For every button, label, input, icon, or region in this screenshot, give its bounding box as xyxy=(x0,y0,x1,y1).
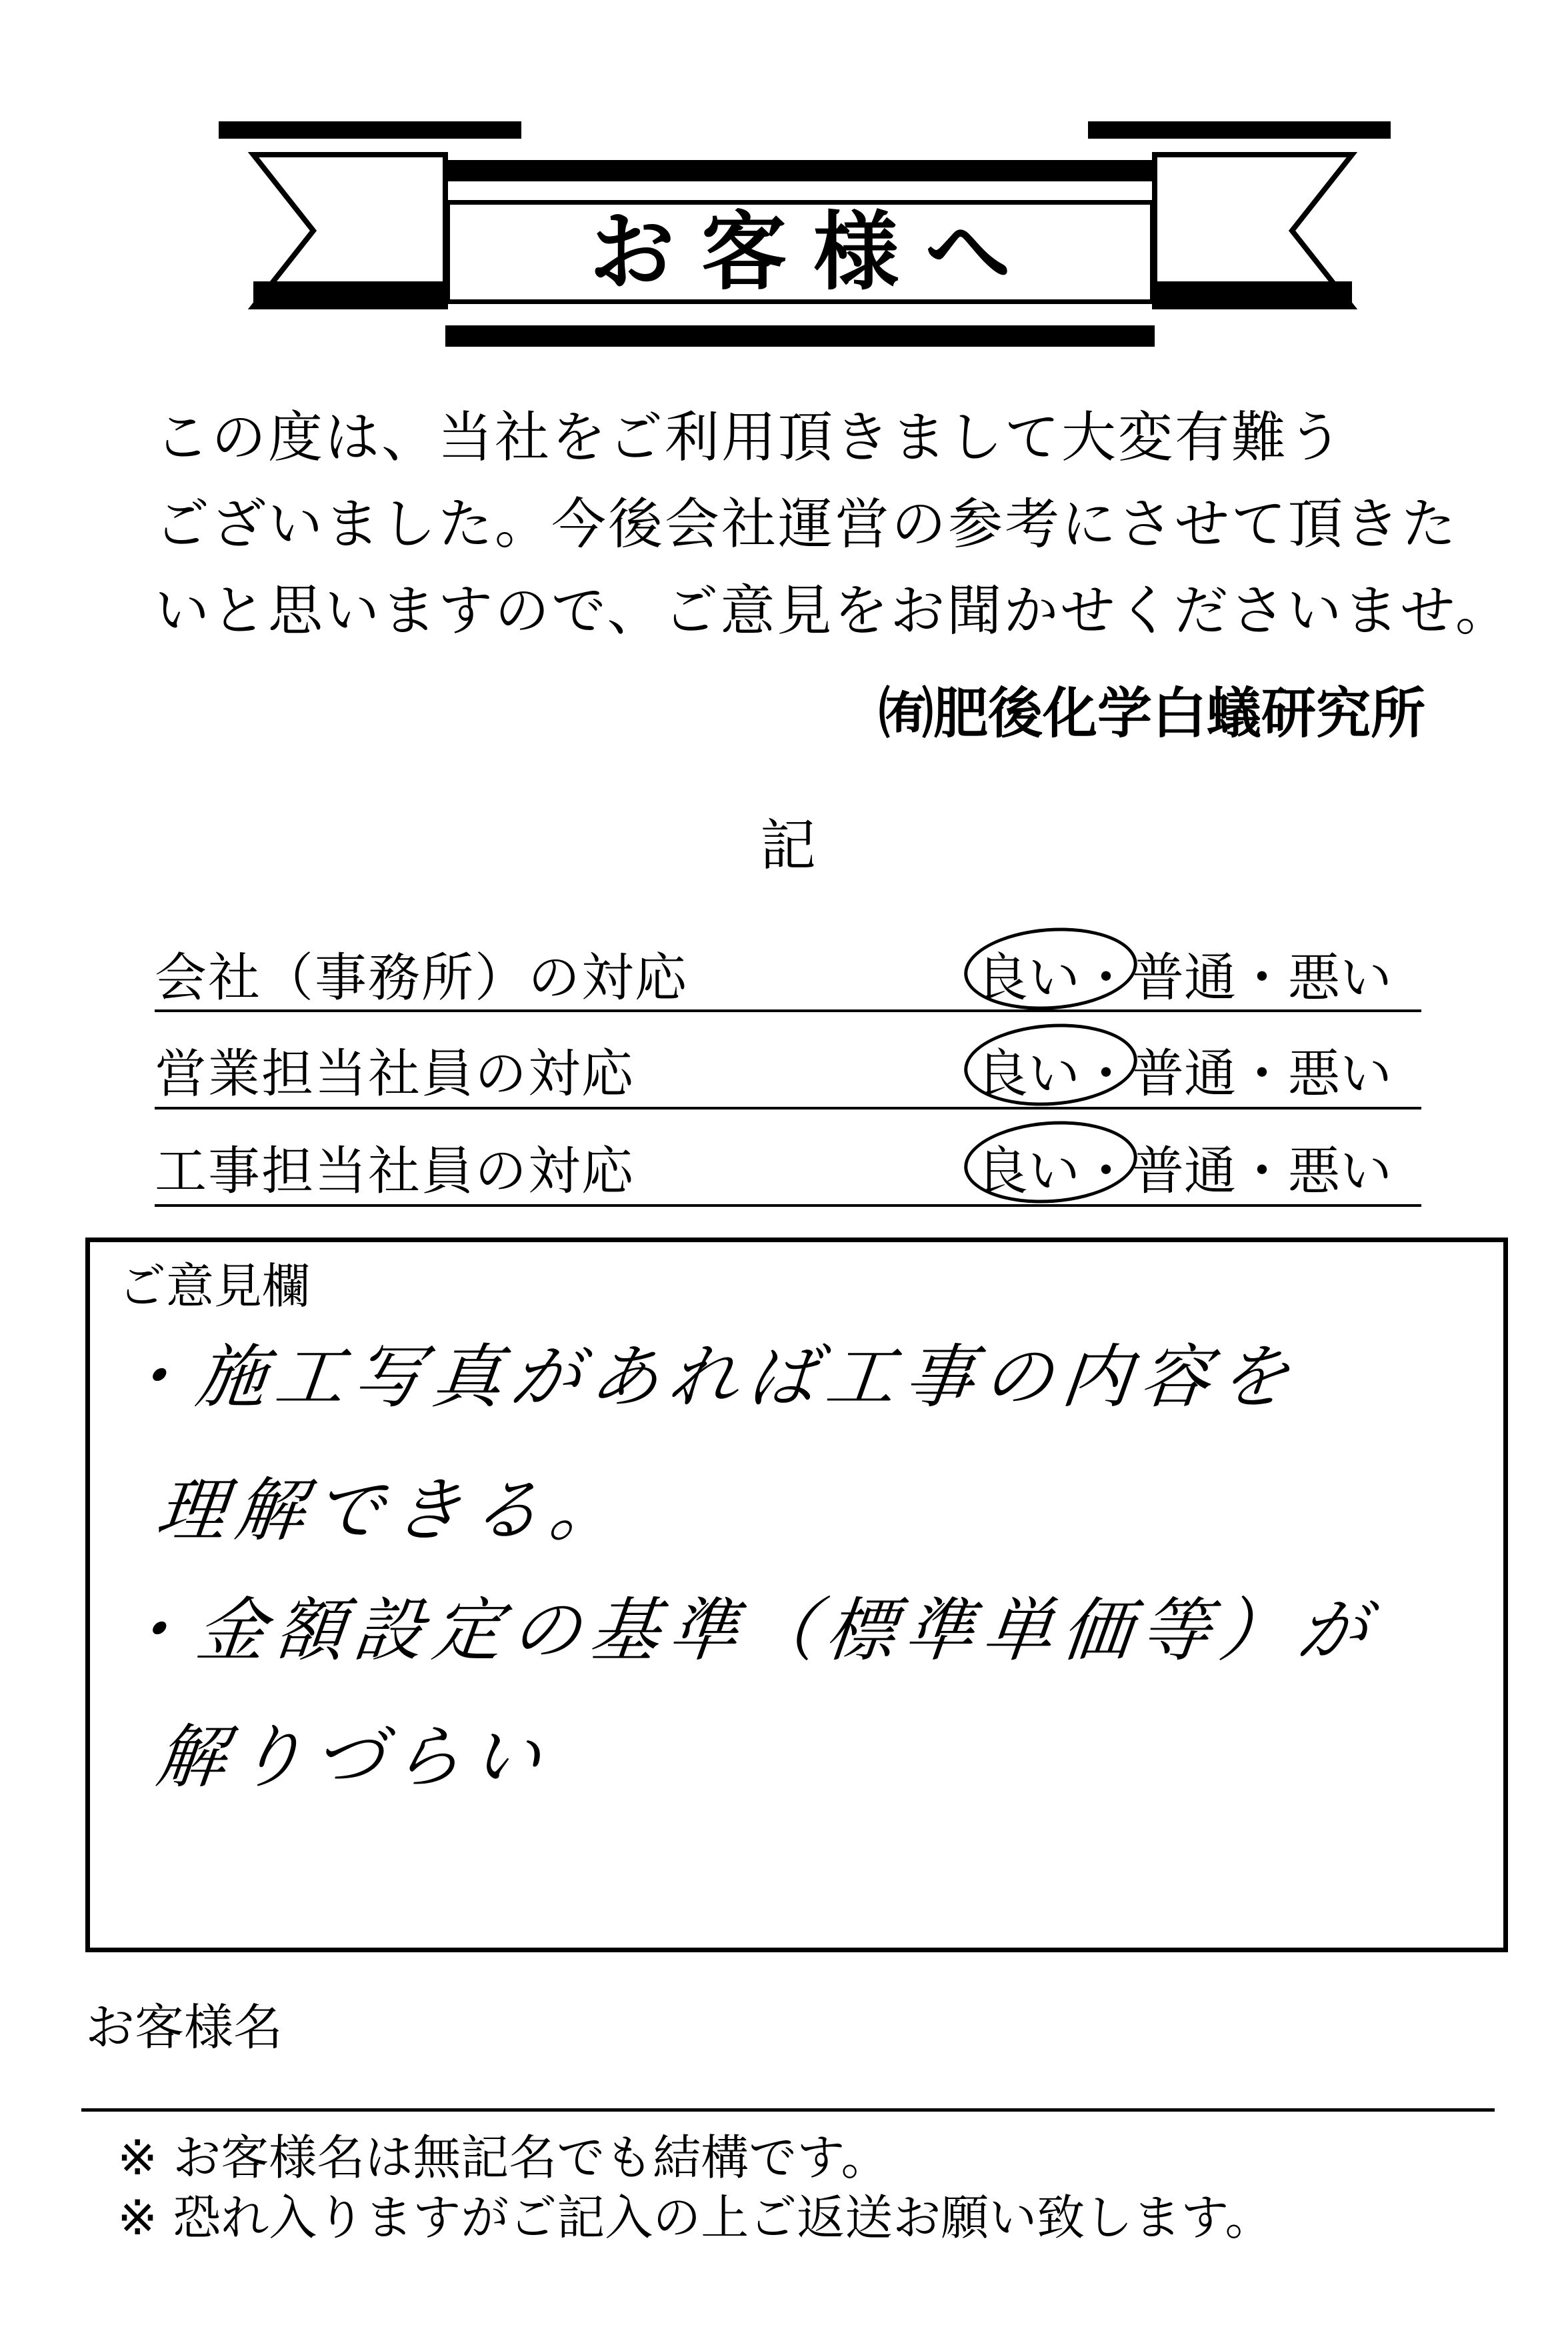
option-good-selected[interactable]: 良い xyxy=(976,1129,1080,1204)
note-line: ※ 恐れ入りますがご記入の上ご返送お願い致します。 xyxy=(117,2190,1273,2246)
rating-options xyxy=(976,936,1392,1011)
separator: ・ xyxy=(1236,1141,1289,1202)
rating-row-construction xyxy=(155,1111,1421,1204)
row-divider xyxy=(155,1009,1421,1012)
option-normal[interactable]: 普通 xyxy=(1132,948,1237,1008)
page-title: お客様へ xyxy=(589,202,1037,302)
option-good-selected[interactable]: 良い xyxy=(976,1032,1080,1107)
customer-name-label: お客様名 xyxy=(85,1999,283,2056)
intro-line: この度は、当社をご利用頂きまして大変有難う xyxy=(155,406,1345,469)
row-divider xyxy=(155,1107,1421,1109)
separator: ・ xyxy=(1236,1044,1289,1104)
option-bad[interactable]: 悪い xyxy=(1288,1141,1393,1202)
separator: ・ xyxy=(1080,948,1133,1008)
option-normal[interactable]: 普通 xyxy=(1132,1044,1237,1104)
customer-name-field[interactable] xyxy=(81,2108,1495,2112)
record-label: 記 xyxy=(760,813,817,878)
separator: ・ xyxy=(1080,1141,1133,1202)
rating-row-company xyxy=(155,917,1421,1011)
option-good-selected[interactable]: 良い xyxy=(976,936,1080,1011)
rating-row-label: 工事担当社員の対応 xyxy=(155,1141,635,1202)
separator: ・ xyxy=(1080,1044,1133,1104)
handwritten-line: ・金額設定の基準（標準単価等）が xyxy=(113,1590,1381,1671)
banner-ribbon-graphic xyxy=(0,0,1568,373)
intro-line: いと思いますので、ご意見をお聞かせくださいませ。 xyxy=(155,579,1512,643)
intro-paragraph xyxy=(155,395,1512,655)
rating-row-sales xyxy=(155,1013,1421,1107)
separator: ・ xyxy=(1236,948,1289,1008)
opinion-label: ご意見欄 xyxy=(118,1258,311,1314)
title-box xyxy=(445,200,1155,304)
opinion-box[interactable] xyxy=(85,1238,1508,1952)
rating-row-label: 会社（事務所）の対応 xyxy=(155,948,689,1008)
rating-options xyxy=(976,1032,1392,1107)
handwritten-line: ・施工写真があれば工事の内容を xyxy=(113,1336,1303,1418)
rating-options xyxy=(976,1129,1392,1204)
rating-row-label: 営業担当社員の対応 xyxy=(155,1044,635,1104)
row-divider xyxy=(155,1204,1421,1207)
handwritten-line: 解りづらい xyxy=(152,1716,555,1798)
intro-line: ございました。今後会社運営の参考にさせて頂きた xyxy=(155,493,1459,556)
handwritten-line: 理解できる。 xyxy=(152,1470,633,1551)
note-line: ※ お客様名は無記名でも結構です。 xyxy=(117,2130,889,2186)
option-bad[interactable]: 悪い xyxy=(1288,1044,1393,1104)
option-normal[interactable]: 普通 xyxy=(1132,1141,1237,1202)
company-name: ㈲肥後化学白蟻研究所 xyxy=(878,682,1425,745)
option-bad[interactable]: 悪い xyxy=(1288,948,1393,1008)
